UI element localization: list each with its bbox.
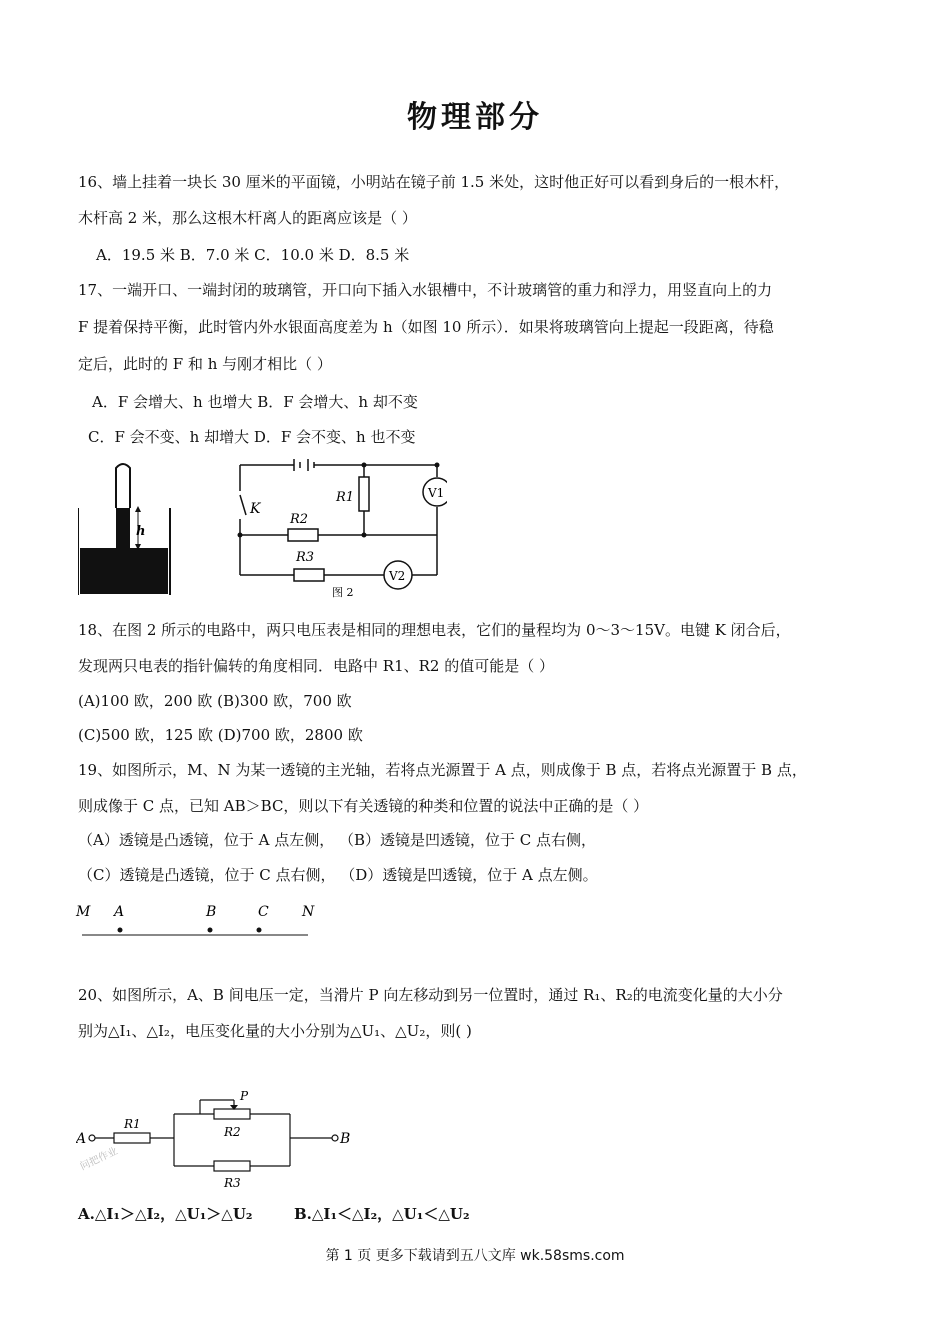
q18-options-line1: (A)100 欧，200 欧 (B)300 欧，700 欧 bbox=[78, 692, 352, 710]
point-B bbox=[208, 928, 213, 933]
q18-options-line2: (C)500 欧，125 欧 (D)700 欧，2800 欧 bbox=[78, 726, 363, 744]
R1-label: R1 bbox=[336, 490, 355, 505]
watermark-text: 问把作业 bbox=[78, 1145, 120, 1173]
terminal-A-label: A bbox=[76, 1131, 87, 1147]
mercury-tube-figure bbox=[78, 460, 178, 600]
q19-stem-line1: 19、如图所示，M、N 为某一透镜的主光轴，若将点光源置于 A 点，则成像于 B 点，若将点光源置于 B 点， bbox=[78, 761, 807, 779]
q17-options-line2: C．F 会不变、h 却增大 D．F 会不变、h 也不变 bbox=[88, 428, 416, 446]
q17-stem-line3: 定后，此时的 F 和 h 与刚才相比（ ） bbox=[78, 355, 332, 373]
q17-stem-line2: F 提着保持平衡，此时管内外水银面高度差为 h（如图 10 所示）．如果将玻璃管向上提起一段距离，待稳 bbox=[78, 318, 774, 336]
q20-option-A: A.△I₁＞△I₂，△U₁＞△U₂ bbox=[78, 1205, 253, 1223]
circuit-figure-2 bbox=[232, 455, 447, 600]
axis-B-label: B bbox=[206, 904, 217, 920]
q20-stem-line2: 别为△I₁、△I₂，电压变化量的大小分别为△U₁、△U₂，则( ) bbox=[78, 1022, 472, 1040]
q17-options-line1: A．F 会增大、h 也增大 B．F 会增大、h 却不变 bbox=[92, 393, 418, 411]
q19-options-line1: （A）透镜是凸透镜，位于 A 点左侧， （B）透镜是凹透镜，位于 C 点右侧， bbox=[78, 831, 597, 849]
q18-stem-line2: 发现两只电表的指针偏转的角度相同．电路中 R1、R2 的值可能是（ ） bbox=[78, 657, 554, 675]
circuit-caption: 图 2 bbox=[332, 586, 354, 599]
page-title: 物理部分 bbox=[407, 100, 543, 135]
q20-R2-label: R2 bbox=[224, 1125, 241, 1139]
q19-stem-line2: 则成像于 C 点，已知 AB＞BC，则以下有关透镜的种类和位置的说法中正确的是（ ） bbox=[78, 797, 649, 815]
q20-R3-label: R3 bbox=[224, 1176, 241, 1190]
q18-stem-line1: 18、在图 2 所示的电路中，两只电压表是相同的理想电表，它们的量程均为 0～3～15V。电键 K 闭合后， bbox=[78, 621, 791, 639]
q16-stem-line1: 16、墙上挂着一块长 30 厘米的平面镜，小明站在镜子前 1.5 米处，这时他正好可以看到身后的一根木杆， bbox=[78, 173, 790, 191]
q20-R1-label: R1 bbox=[124, 1117, 141, 1131]
R2-label: R2 bbox=[290, 512, 309, 527]
R3-label: R3 bbox=[296, 550, 315, 565]
point-C bbox=[257, 928, 262, 933]
q16-stem-line2: 木杆高 2 米，那么这根木杆离人的距离应该是（ ） bbox=[78, 209, 417, 227]
axis-C-label: C bbox=[258, 904, 269, 920]
optical-axis-figure bbox=[72, 900, 317, 942]
q19-options-line2: （C）透镜是凸透镜，位于 C 点右侧， （D）透镜是凹透镜，位于 A 点左侧。 bbox=[78, 866, 598, 884]
q20-circuit-figure bbox=[76, 1088, 361, 1190]
axis-M-label: M bbox=[76, 904, 91, 920]
switch-K-label: K bbox=[250, 501, 261, 517]
point-A bbox=[118, 928, 123, 933]
V2-label: V2 bbox=[389, 569, 406, 583]
V1-label: V1 bbox=[428, 486, 445, 500]
q17-stem-line1: 17、一端开口、一端封闭的玻璃管，开口向下插入水银槽中，不计玻璃管的重力和浮力，用竖直向上的力 bbox=[78, 281, 773, 299]
tube-h-label: h bbox=[136, 524, 146, 539]
q20-P-label: P bbox=[240, 1089, 249, 1103]
axis-N-label: N bbox=[302, 904, 315, 920]
q20-option-B: B.△I₁＜△I₂，△U₁＜△U₂ bbox=[294, 1205, 470, 1223]
axis-A-label: A bbox=[114, 904, 125, 920]
q16-options: A．19.5 米 B．7.0 米 C．10.0 米 D．8.5 米 bbox=[96, 246, 410, 264]
terminal-B-label: B bbox=[340, 1131, 351, 1147]
page-footer: 第 1 页 更多下载请到五八文库 wk.58sms.com bbox=[325, 1248, 625, 1264]
q20-stem-line1: 20、如图所示，A、B 间电压一定，当滑片 P 向左移动到另一位置时，通过 R₁、R₂的电流变化量的大小分 bbox=[78, 986, 783, 1004]
